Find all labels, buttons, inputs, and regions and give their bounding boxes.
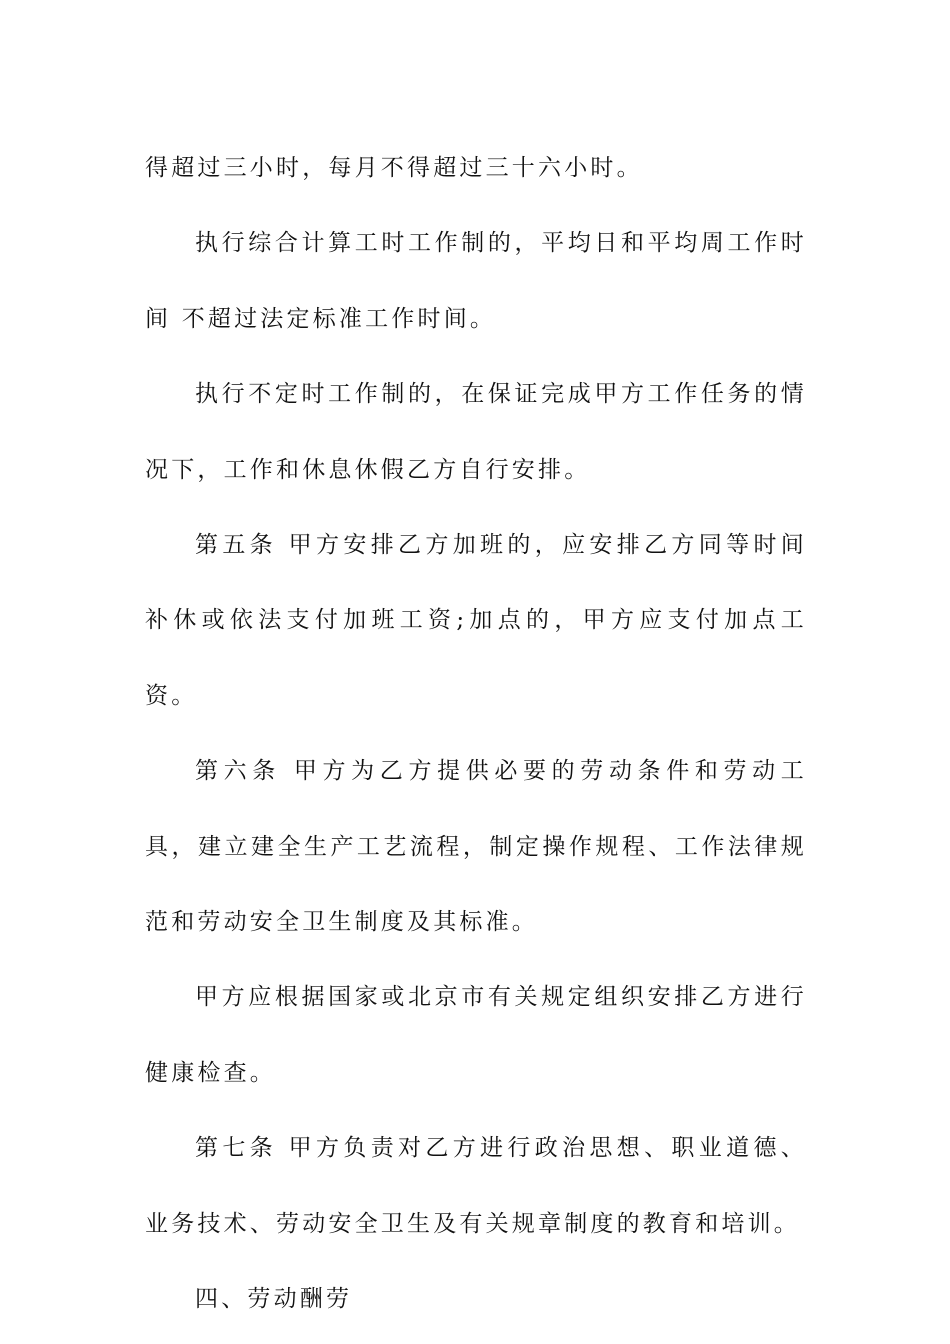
paragraph-article-7: 第七条 甲方负责对乙方进行政治思想、职业道德、业务技术、劳动安全卫生及有关规章制度的教育和培训。 — [145, 1135, 807, 1237]
paragraph-article-6: 第六条 甲方为乙方提供必要的劳动条件和劳动工具，建立建全生产工艺流程，制定操作规程、工作法律规范和劳动安全卫生制度及其标准。 — [145, 758, 807, 936]
paragraph-article-5: 第五条 甲方安排乙方加班的，应安排乙方同等时间补休或依法支付加班工资;加点的，甲方应支付加点工资。 — [145, 532, 807, 709]
paragraph-health-check: 甲方应根据国家或北京市有关规定组织安排乙方进行健康检查。 — [145, 984, 807, 1086]
section-heading-remuneration: 四、劳动酬劳 — [195, 1286, 353, 1313]
paragraph-flexible-hours: 执行不定时工作制的，在保证完成甲方工作任务的情况下，工作和休息休假乙方自行安排。 — [145, 381, 807, 483]
document-body — [145, 131, 807, 1338]
paragraph-continuation: 得超过三小时，每月不得超过三十六小时。 — [145, 155, 643, 181]
paragraph-comprehensive-hours: 执行综合计算工时工作制的，平均日和平均周工作时间 不超过法定标准工作时间。 — [145, 230, 807, 332]
